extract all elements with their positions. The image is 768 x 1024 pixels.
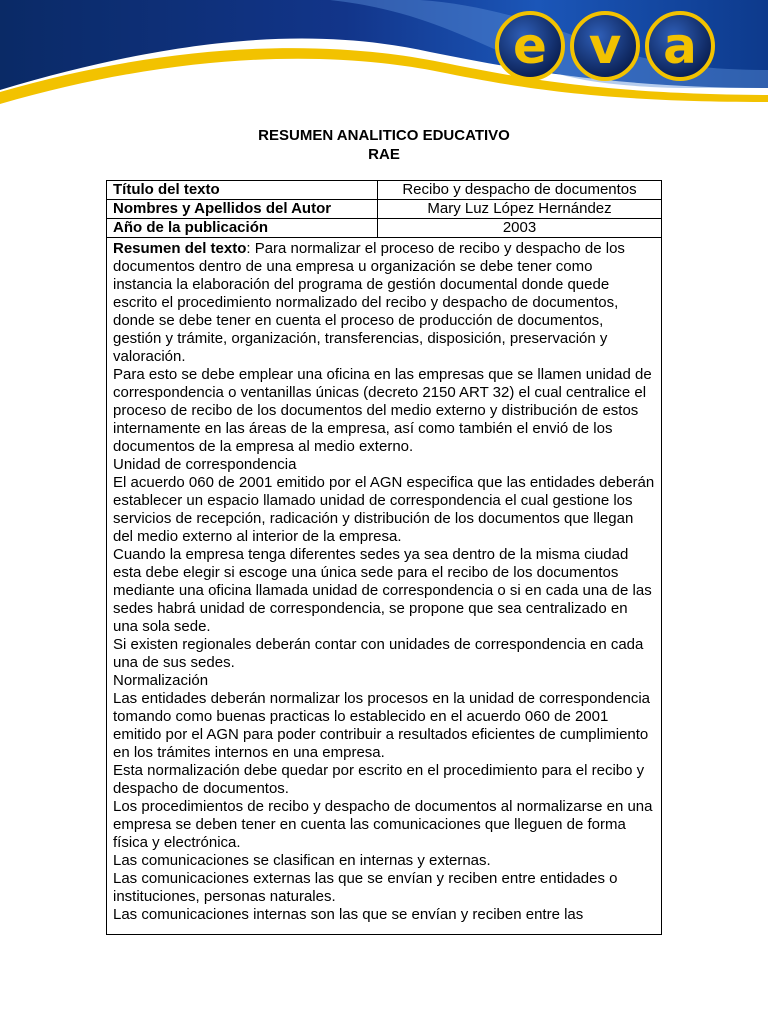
summary-label: Resumen del texto bbox=[113, 240, 247, 257]
summary-paragraph: Las comunicaciones externas las que se envían y reciben entre entidades o instituciones, personas naturales. bbox=[113, 870, 618, 905]
summary-paragraph: Los procedimientos de recibo y despacho de documentos al normalizarse en una empresa se deben tener en cuenta las comunicaciones que lleguen de forma física y electrónica. bbox=[113, 798, 653, 851]
summary-text: : Para normalizar el proceso de recibo y despacho de los documentos dentro de una empresa u organización se debe tener como instancia la elaboración del programa de gestión documental donde quede escrito el procedimiento normalizado del recibo y despacho de documentos, donde se debe tener en cuenta el proceso de producción de documentos, gestión y trámite, organización, transferencias, disposición, preservación y valoración. bbox=[113, 240, 625, 365]
eva-logo bbox=[497, 13, 713, 79]
svg-text:a: a bbox=[663, 17, 697, 75]
row-label-title: Título del texto bbox=[107, 181, 378, 200]
header-banner bbox=[0, 0, 768, 106]
summary-paragraph: Las comunicaciones internas son las que se envían y reciben entre las bbox=[113, 906, 584, 923]
document-title: RESUMEN ANALITICO EDUCATIVO bbox=[258, 127, 510, 144]
summary-paragraph: Si existen regionales deberán contar con unidades de correspondencia en cada una de sus sedes. bbox=[113, 636, 644, 671]
svg-text:v: v bbox=[588, 17, 622, 75]
table-row bbox=[107, 219, 662, 238]
summary-paragraph: Las comunicaciones se clasifican en internas y externas. bbox=[113, 852, 491, 869]
row-value-author: Mary Luz López Hernández bbox=[378, 200, 662, 219]
rae-table bbox=[106, 180, 662, 935]
row-label-year: Año de la publicación bbox=[107, 219, 378, 238]
table-row bbox=[107, 181, 662, 200]
summary-paragraph: Esta normalización debe quedar por escrito en el procedimiento para el recibo y despacho de documentos. bbox=[113, 762, 645, 797]
summary-paragraph: Para esto se debe emplear una oficina en las empresas que se llamen unidad de correspondencia o ventanillas únicas (decreto 2150 ART 32) el cual centralice el proceso de recibo de los documentos del medio externo y distribución de estos internamente en las áreas de la empresa, así como también el envió de los documentos de la empresa al medio externo. bbox=[113, 366, 652, 455]
summary-cell bbox=[107, 238, 662, 935]
table-row bbox=[107, 200, 662, 219]
summary-paragraph: El acuerdo 060 de 2001 emitido por el AGN especifica que las entidades deberán establecer un espacio llamado unidad de correspondencia el cual gestione los servicios de recepción, radicación y distribución de los documentos que llegan del medio externo al interior de la empresa. bbox=[113, 474, 655, 545]
summary-first-paragraph bbox=[113, 240, 655, 366]
svg-text:e: e bbox=[513, 17, 547, 75]
row-value-title: Recibo y despacho de documentos bbox=[378, 181, 662, 200]
section-heading: Normalización bbox=[113, 672, 209, 689]
summary-paragraph: Las entidades deberán normalizar los procesos en la unidad de correspondencia tomando como buenas practicas lo establecido en el acuerdo 060 de 2001 emitido por el AGN para poder contribuir a resultados eficientes de cumplimiento en los trámites internos en una empresa. bbox=[113, 690, 651, 761]
summary-paragraph: Cuando la empresa tenga diferentes sedes ya sea dentro de la misma ciudad esta debe elegir si escoge una única sede para el recibo de los documentos mediante una oficina llamada unidad de correspondencia o si en cada una de las sedes habrá unidad de correspondencia, se propone que sea centralizado en una sola sede. bbox=[113, 546, 652, 635]
row-label-author: Nombres y Apellidos del Autor bbox=[107, 200, 378, 219]
section-heading: Unidad de correspondencia bbox=[113, 456, 297, 473]
row-value-year: 2003 bbox=[378, 219, 662, 238]
table-row-summary bbox=[107, 238, 662, 935]
document-subtitle: RAE bbox=[368, 146, 400, 163]
